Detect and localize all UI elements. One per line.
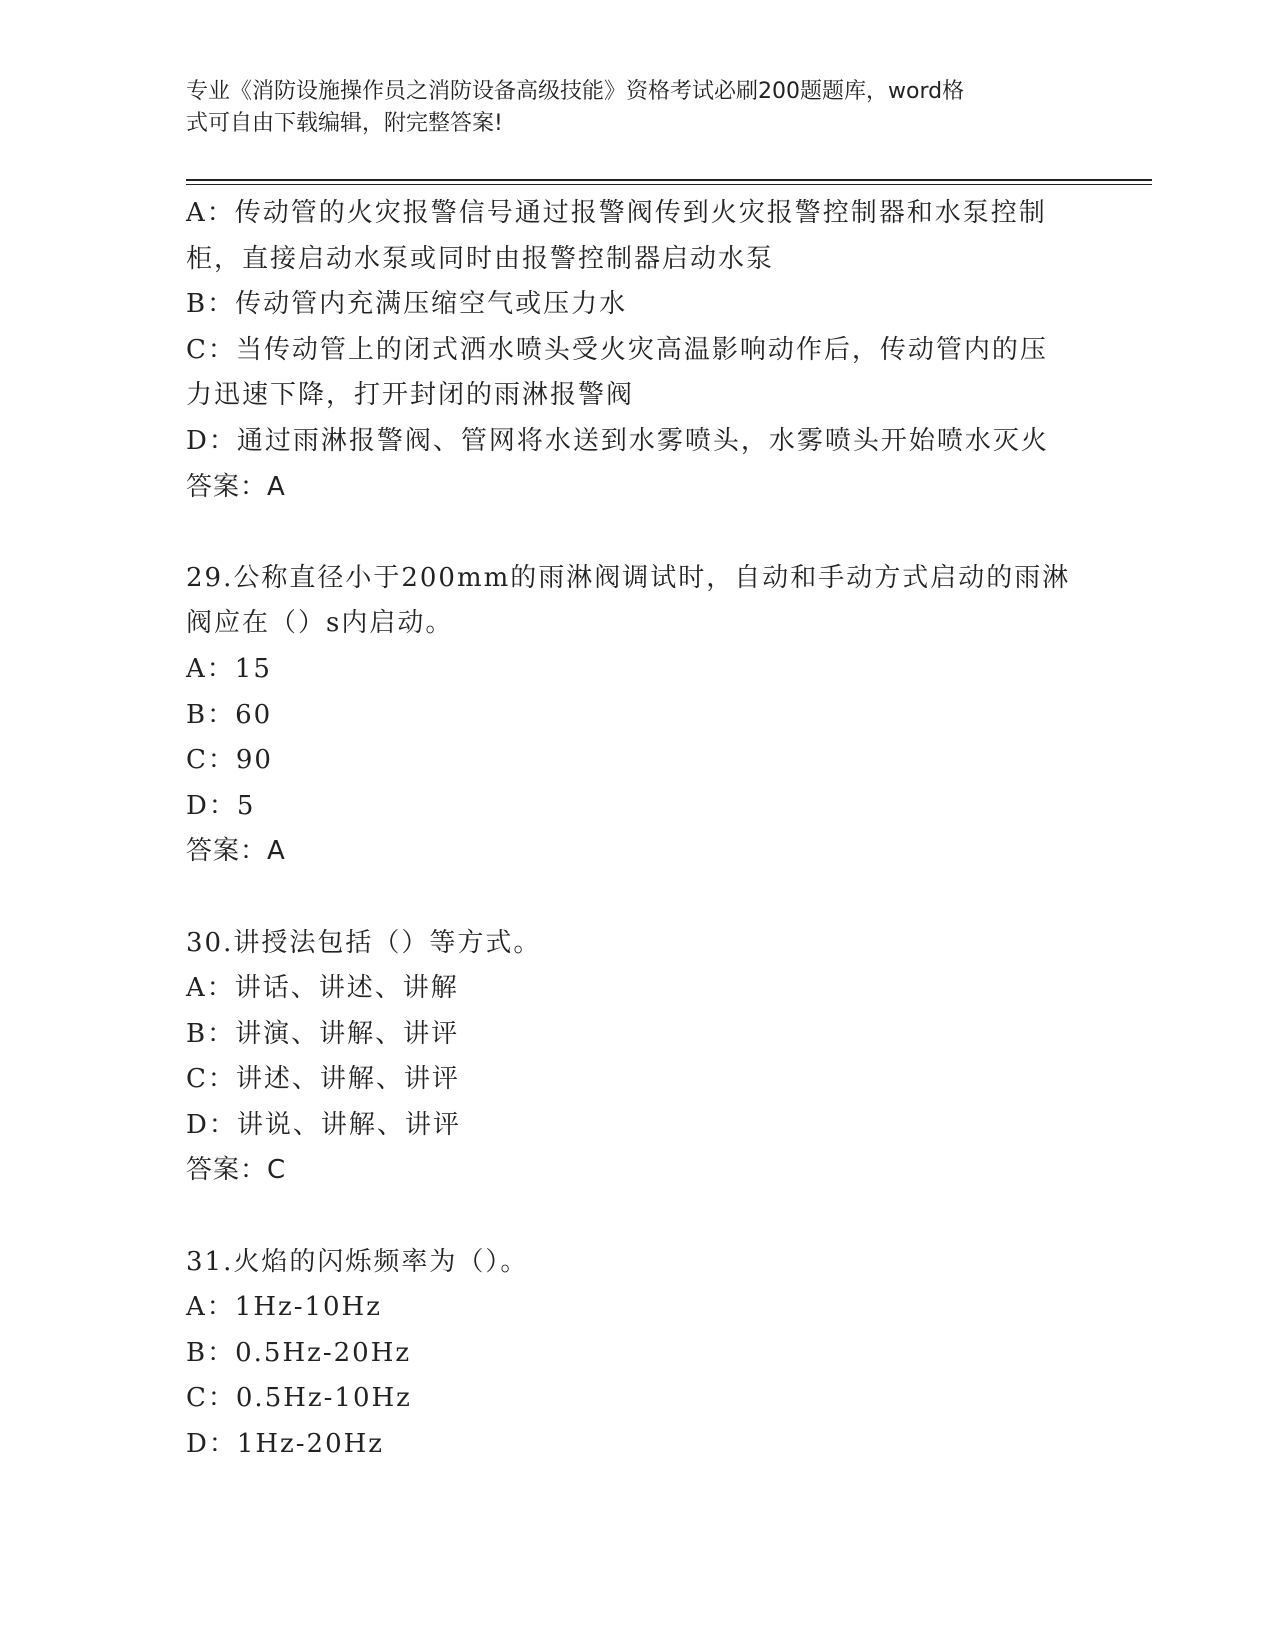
question-31	[186, 1240, 1086, 1468]
option-d: D：讲说、讲解、讲评	[186, 1109, 461, 1140]
option-b: B：讲演、讲解、讲评	[186, 1018, 460, 1049]
option-c: C：讲述、讲解、讲评	[186, 1064, 460, 1095]
question-list	[186, 191, 1086, 1468]
question-stem: 31.火焰的闪烁频率为（）。	[186, 1246, 529, 1277]
option-c: C：90	[186, 745, 273, 776]
option-d: D：1Hz-20Hz	[186, 1429, 385, 1460]
option-b: B：0.5Hz-20Hz	[186, 1337, 412, 1368]
document-header	[186, 76, 1066, 140]
header-rule-thick	[186, 179, 1152, 181]
spacer	[186, 1194, 1086, 1240]
question-stem: 30.讲授法包括（）等方式。	[186, 927, 542, 958]
spacer	[186, 875, 1086, 921]
spacer	[186, 510, 1086, 556]
option-a-line-2: 柜，直接启动水泵或同时由报警控制器启动水泵	[186, 243, 775, 274]
header-line-1: 专业《消防设施操作员之消防设备高级技能》资格考试必刷200题题库，word格	[186, 79, 965, 104]
header-rule-thin	[186, 184, 1152, 185]
option-a-line-1: A：传动管的火灾报警信号通过报警阀传到火灾报警控制器和水泵控制	[186, 198, 1047, 228]
option-c: C：0.5Hz-10Hz	[186, 1383, 412, 1414]
option-a: A：1Hz-10Hz	[186, 1292, 382, 1323]
answer: 答案：A	[186, 471, 286, 502]
answer: 答案：C	[186, 1155, 287, 1186]
answer: 答案：A	[186, 836, 286, 867]
option-d: D：通过雨淋报警阀、管网将水送到水雾喷头，水雾喷头开始喷水灭火	[186, 425, 1049, 456]
option-b: B：传动管内充满压缩空气或压力水	[186, 289, 628, 320]
option-a: A：15	[186, 653, 272, 684]
option-c-line-2: 力迅速下降，打开封闭的雨淋报警阀	[186, 380, 635, 411]
option-c-line-1: C：当传动管上的闭式洒水喷头受火灾高温影响动作后，传动管内的压	[186, 334, 1048, 365]
header-line-2: 式可自由下载编辑，附完整答案!	[186, 111, 503, 136]
question-stem-line-1: 29.公称直径小于200mm的雨淋阀调试时，自动和手动方式启动的雨淋	[186, 562, 1071, 593]
option-a: A：讲话、讲述、讲解	[186, 973, 459, 1004]
question-30	[186, 921, 1086, 1195]
question-29	[186, 556, 1086, 875]
question-28	[186, 191, 1086, 510]
option-b: B：60	[186, 699, 273, 730]
option-d: D：5	[186, 790, 256, 821]
question-stem-line-2: 阀应在（）s内启动。	[186, 608, 454, 639]
